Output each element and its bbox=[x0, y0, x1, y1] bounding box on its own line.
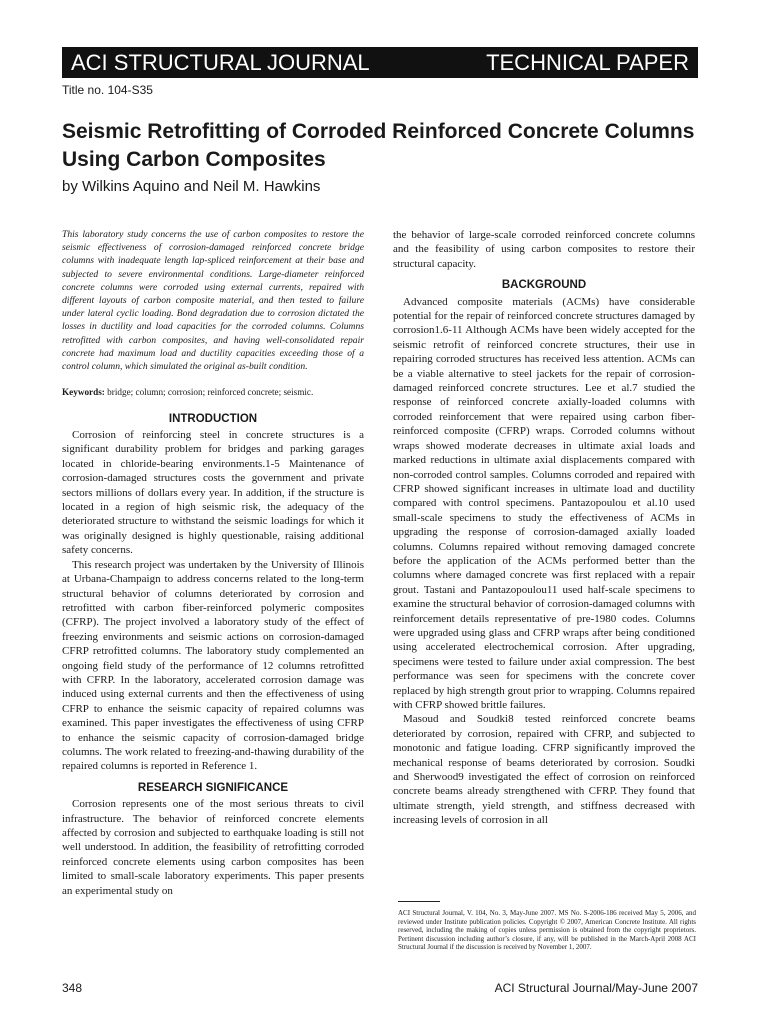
abstract: This laboratory study concerns the use of carbon composites to restore the seismic effectiveness of corrosion-damaged reinforced concrete bridge columns with inadequate length lap-spliced reinforcement at their base and subjected to severe environmental conditions. Large-diameter reinforced concrete columns were corroded using external currents, repaired with different layouts of carbon composite material, and then tested to failure under lateral cyclic loading. Bond degradation due to corrosion dictated the losses in ductility and load capacities for the corroded columns. Columns retrofitted with carbon composites, and having well-consolidated repair concrete had maximum load and ductility capacities exceeding those of a control column, which simulated the original as-built condition. bbox=[62, 229, 364, 373]
paper-type: TECHNICAL PAPER bbox=[486, 50, 689, 75]
paragraph: the behavior of large-scale corroded reinforced concrete columns and the feasibility of using carbon composites to restore their structural capacity. bbox=[393, 229, 695, 270]
section-heading-introduction: INTRODUCTION bbox=[168, 412, 258, 425]
paragraph: Masoud and Soudki8 tested reinforced concrete beams deteriorated by corrosion, repaired with CFRP, and subjected to monotonic and fatigue loading. CFRP significantly improved the mechanical response of beams deteriorated by corrosion. Soudki and Sherwood9 investigated the effect of corrosion on reinforced concrete beams already strengthened with CFRP. They found that ultimate strength, yield strength, and stiffness decreased with increasing levels of corrosion in all bbox=[393, 713, 695, 827]
section-heading-research-significance: RESEARCH SIGNIFICANCE bbox=[137, 781, 289, 794]
authors: by Wilkins Aquino and Neil M. Hawkins bbox=[62, 178, 321, 195]
footnote-rule bbox=[398, 901, 440, 902]
paragraph: This research project was undertaken by the University of Illinois at Urbana-Champaign to address concerns related to the long-term structural behavior of columns deteriorated by corrosion and retrofitted with carbon fiber-reinforced polymeric composites (CFRP). The project involved a laboratory study of the effect of freezing environments and seismic actions on corrosion-damaged CFRP retrofitted columns. The laboratory study complemented an ongoing field study of the performance of 12 columns retrofitted with CFRP. In the laboratory, accelerated corrosion damage was induced using external currents and then the effectiveness of using CFRP to enhance the seismic capacity of repaired columns was examined. This paper investigates the effectiveness of using CFRP to enhance the seismic capacity of corrosion-damaged bridge columns. The work related to freezing-and-thawing durability of the repaired columns is reported in Reference 1. bbox=[62, 558, 364, 773]
footnote: ACI Structural Journal, V. 104, No. 3, May-June 2007. MS No. S-2006-186 received May 5, 2006, and reviewed under Institute publication policies. Copyright © 2007, American Concrete Institute. All rights reserved, including the making of copies unless permission is obtained from the copyright proprietors. Pertinent discussion including author’s closure, if any, will be published in the March-April 2008 ACI Structural Journal if the discussion is received by November 1, 2007. bbox=[398, 909, 696, 952]
section-heading-background: BACKGROUND bbox=[501, 279, 587, 292]
paragraph: Corrosion of reinforcing steel in concrete structures is a significant durability problem for bridges and parking garages located in chloride-bearing environments.1-5 Maintenance of corrosion-damaged structures costs the government and private sectors millions of dollars every year. In addition, if the structure is located in a region of high seismic risk, the adequacy of the deteriorated structure to withstand the seismic loadings for which it was originally designed is highly questionable, raising additional safety concerns. bbox=[62, 429, 364, 557]
right-column bbox=[393, 228, 695, 828]
paragraph: Advanced composite materials (ACMs) have considerable potential for the repair of reinforced concrete structures damaged by corrosion1.6-11 Although ACMs have been widely accepted for the seismic retrofit of reinforced concrete structures, their use in repairing corroded structures has received less attention. ACMs can be a viable alternative to steel jackets for the repair of corrosion-damaged reinforced concrete structures. Lee et al.7 studied the response of reinforced concrete axially-loaded columns with corroded reinforcement that were repaired using carbon fiber-reinforced composite (CFRP) wraps. Corroded columns without wraps showed moderate decreases in ultimate axial loads and marked reductions in ultimate axial displacements compared with non-corroded control samples. Columns corroded and repaired with CFRP showed significant increases in ultimate load and ductility compared with control specimens. Pantazopoulou et al.10 used small-scale specimens to study the effectiveness of ACMs in upgrading the response of corrosion-damaged axially loaded columns. Columns repaired without removing damaged concrete before the application of the ACMs performed better than the columns where damaged concrete was first replaced with a repair grout. Tastani and Pantazopoulou11 used half-scale specimens to examine the structural behavior of corrosion-damaged columns with reinforcement details representative of pre-1980 codes. Columns were upgraded using glass and CFRP wraps after being conditioned using accelerated electrochemical corrosion. After upgrading, specimens were tested to failure under axial compression. The best performance was seen for specimens with the concrete cover replaced by high strength grout prior to wrapping. Columns repaired with CFRP showed brittle failures. bbox=[393, 295, 695, 711]
paper-title: Seismic Retrofitting of Corroded Reinforced Concrete Columns Using Carbon Composites bbox=[62, 120, 695, 171]
title-number: Title no. 104-S35 bbox=[62, 83, 153, 97]
keywords-text: bridge; column; corrosion; reinforced concrete; seismic. bbox=[107, 387, 314, 398]
journal-footer: ACI Structural Journal/May-June 2007 bbox=[494, 981, 698, 995]
keywords bbox=[62, 385, 364, 399]
paragraph: Corrosion represents one of the most serious threats to civil infrastructure. The behavior of reinforced concrete elements affected by corrosion and subjected to earthquake loading is still not well understood. In addition, the feasibility of retrofitting corroded reinforced concrete elements using carbon composites has been limited to small-scale laboratory experiments. This paper presents an experimental study on bbox=[62, 798, 364, 897]
page-number: 348 bbox=[62, 981, 83, 995]
left-column bbox=[62, 228, 364, 898]
journal-name: ACI STRUCTURAL JOURNAL bbox=[71, 50, 370, 75]
journal-banner bbox=[62, 47, 698, 78]
keywords-label: Keywords: bbox=[62, 387, 105, 398]
